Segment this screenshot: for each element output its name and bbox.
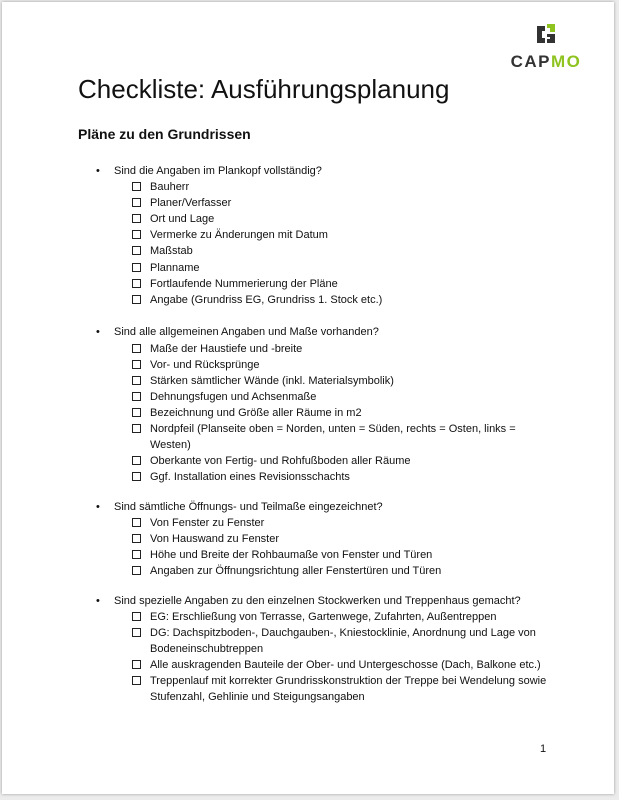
- checklist-item-label: Ort und Lage: [150, 213, 215, 225]
- section-question: Sind sämtliche Öffnungs- und Teilmaße eingezeichnet?: [114, 501, 383, 513]
- section-heading: Pläne zu den Grundrissen: [78, 126, 251, 142]
- section-question: Sind die Angaben im Plankopf vollständig?: [114, 165, 322, 177]
- checkbox[interactable]: [132, 214, 141, 223]
- checklist-item-label: Bauherr: [150, 181, 190, 193]
- checkbox[interactable]: [132, 676, 141, 685]
- checklist-item-label: Alle auskragenden Bauteile der Ober- und Untergeschosse (Dach, Balkone etc.): [150, 659, 541, 671]
- checkbox[interactable]: [132, 392, 141, 401]
- checkbox[interactable]: [132, 376, 141, 385]
- bullet-icon: •: [96, 595, 100, 607]
- capmo-logo-mark-icon: [534, 22, 558, 46]
- checkbox[interactable]: [132, 550, 141, 559]
- checklist-item-label: Stärken sämtlicher Wände (inkl. Materialsymbolik): [150, 375, 394, 387]
- checklist-item-label: Angaben zur Öffnungsrichtung aller Fenstertüren und Türen: [150, 565, 442, 577]
- checkbox[interactable]: [132, 182, 141, 191]
- bullet-icon: •: [96, 165, 100, 177]
- checklist-item-label: Bezeichnung und Größe aller Räume in m2: [150, 407, 362, 419]
- checklist-item-label: Von Hauswand zu Fenster: [150, 533, 280, 545]
- checkbox[interactable]: [132, 263, 141, 272]
- checklist-item-label: Vor- und Rücksprünge: [150, 359, 260, 371]
- document-page: [2, 2, 614, 794]
- checkbox[interactable]: [132, 198, 141, 207]
- bullet-icon: •: [96, 501, 100, 513]
- checklist-item-label: Fortlaufende Nummerierung der Pläne: [150, 278, 338, 290]
- checklist-item-label: Maße der Haustiefe und -breite: [150, 343, 303, 355]
- checklist-item-label: Planname: [150, 262, 200, 274]
- section-question: Sind spezielle Angaben zu den einzelnen Stockwerken und Treppenhaus gemacht?: [114, 595, 521, 607]
- checkbox[interactable]: [132, 566, 141, 575]
- checkbox[interactable]: [132, 279, 141, 288]
- checkbox[interactable]: [132, 408, 141, 417]
- checkbox[interactable]: [132, 344, 141, 353]
- checkbox[interactable]: [132, 230, 141, 239]
- checklist-item-label: Höhe und Breite der Rohbaumaße von Fenster und Türen: [150, 549, 433, 561]
- checkbox[interactable]: [132, 246, 141, 255]
- checklist-item-label: Vermerke zu Änderungen mit Datum: [150, 229, 328, 241]
- checklist-item-label: Treppenlauf mit korrekter Grundrisskonstruktion der Treppe bei Wendelung sowie Stufenzahl, Gehlinie und Steigungsangaben: [150, 675, 547, 703]
- checkbox[interactable]: [132, 456, 141, 465]
- checklist-item-label: Planer/Verfasser: [150, 197, 232, 209]
- checkbox[interactable]: [132, 424, 141, 433]
- checklist-item-label: Dehnungsfugen und Achsenmaße: [150, 391, 317, 403]
- checkbox[interactable]: [132, 660, 141, 669]
- checklist-item-label: Von Fenster zu Fenster: [150, 517, 265, 529]
- bullet-icon: •: [96, 326, 100, 338]
- checklist-item-label: EG: Erschließung von Terrasse, Gartenwege, Zufahrten, Außentreppen: [150, 611, 497, 623]
- capmo-logo-text: CAPMO: [510, 52, 582, 71]
- checkbox[interactable]: [132, 534, 141, 543]
- checklist-item-label: Oberkante von Fertig- und Rohfußboden aller Räume: [150, 455, 411, 467]
- section-question: Sind alle allgemeinen Angaben und Maße vorhanden?: [114, 326, 379, 338]
- checklist-item-label: Maßstab: [150, 245, 193, 257]
- capmo-logo: [494, 22, 598, 72]
- checkbox[interactable]: [132, 472, 141, 481]
- checklist-item-label: Angabe (Grundriss EG, Grundriss 1. Stock etc.): [150, 294, 383, 306]
- page-title: Checkliste: Ausführungsplanung: [78, 74, 450, 104]
- checklist-item-label: Ggf. Installation eines Revisionsschachts: [150, 471, 350, 483]
- checklist-item-label: DG: Dachspitzboden-, Dauchgauben-, Kniestocklinie, Anordnung und Lage von Bodeneinschubtreppen: [150, 627, 536, 655]
- checkbox[interactable]: [132, 628, 141, 637]
- page-number: 1: [540, 743, 547, 755]
- checklist-item-label: Nordpfeil (Planseite oben = Norden, unten = Süden, rechts = Osten, links = Westen): [150, 423, 516, 451]
- checkbox[interactable]: [132, 295, 141, 304]
- checkbox[interactable]: [132, 360, 141, 369]
- checkbox[interactable]: [132, 518, 141, 527]
- checkbox[interactable]: [132, 612, 141, 621]
